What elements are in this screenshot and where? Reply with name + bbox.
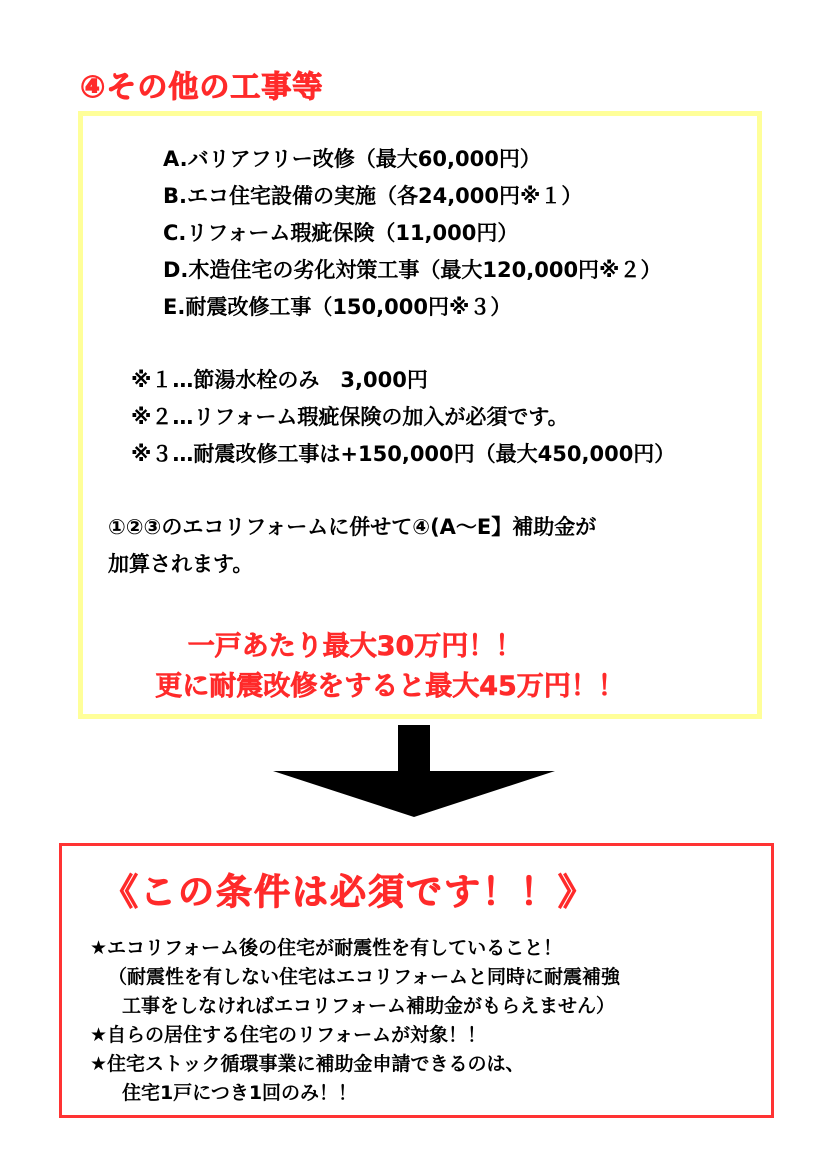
footnote-2: ※２…リフォーム瑕疵保険の加入が必須です。 bbox=[131, 405, 569, 429]
requirement-3: ★住宅ストック循環事業に補助金申請できるのは、 bbox=[90, 1053, 525, 1075]
requirement-1-note-line-1: （耐震性を有しない住宅はエコリフォームと同時に耐震補強 bbox=[108, 966, 621, 988]
section-title: ④その他の工事等 bbox=[80, 70, 324, 105]
highlight-max-45: 更に耐震改修をすると最大45万円！！ bbox=[155, 671, 625, 702]
work-item-a: A.バリアフリー改修（最大60,000円） bbox=[163, 147, 541, 171]
footnotes bbox=[131, 362, 675, 473]
requirements-box bbox=[59, 843, 774, 1118]
works-list bbox=[163, 141, 661, 326]
requirement-3-line-2: 住宅1戸につき1回のみ！！ bbox=[122, 1082, 358, 1104]
requirement-1-note-line-2: 工事をしなければエコリフォーム補助金がもらえません） bbox=[122, 995, 616, 1017]
requirement-1: ★エコリフォーム後の住宅が耐震性を有していること！ bbox=[90, 937, 563, 959]
summary-line-2: 加算されます。 bbox=[108, 552, 254, 576]
summary-text bbox=[108, 509, 596, 583]
highlight-max-30: 一戸あたり最大30万円！！ bbox=[187, 631, 523, 662]
work-item-e: E.耐震改修工事（150,000円※３） bbox=[163, 295, 512, 319]
down-arrow-icon bbox=[273, 725, 555, 817]
requirements-list bbox=[90, 934, 620, 1108]
other-works-box bbox=[78, 111, 762, 719]
work-item-b: B.エコ住宅設備の実施（各24,000円※１） bbox=[163, 184, 583, 208]
footnote-1: ※１…節湯水栓のみ 3,000円 bbox=[131, 368, 428, 392]
work-item-c: C.リフォーム瑕疵保険（11,000円） bbox=[163, 221, 519, 245]
summary-line-1: ①②③のエコリフォームに併せて④(A～E】補助金が bbox=[108, 515, 597, 539]
requirements-title: 《この条件は必須です！！》 bbox=[102, 872, 597, 913]
work-item-d: D.木造住宅の劣化対策工事（最大120,000円※２） bbox=[163, 258, 662, 282]
requirement-2: ★自らの居住する住宅のリフォームが対象！！ bbox=[90, 1024, 487, 1046]
footnote-3: ※３…耐震改修工事は+150,000円（最大450,000円） bbox=[131, 442, 676, 466]
